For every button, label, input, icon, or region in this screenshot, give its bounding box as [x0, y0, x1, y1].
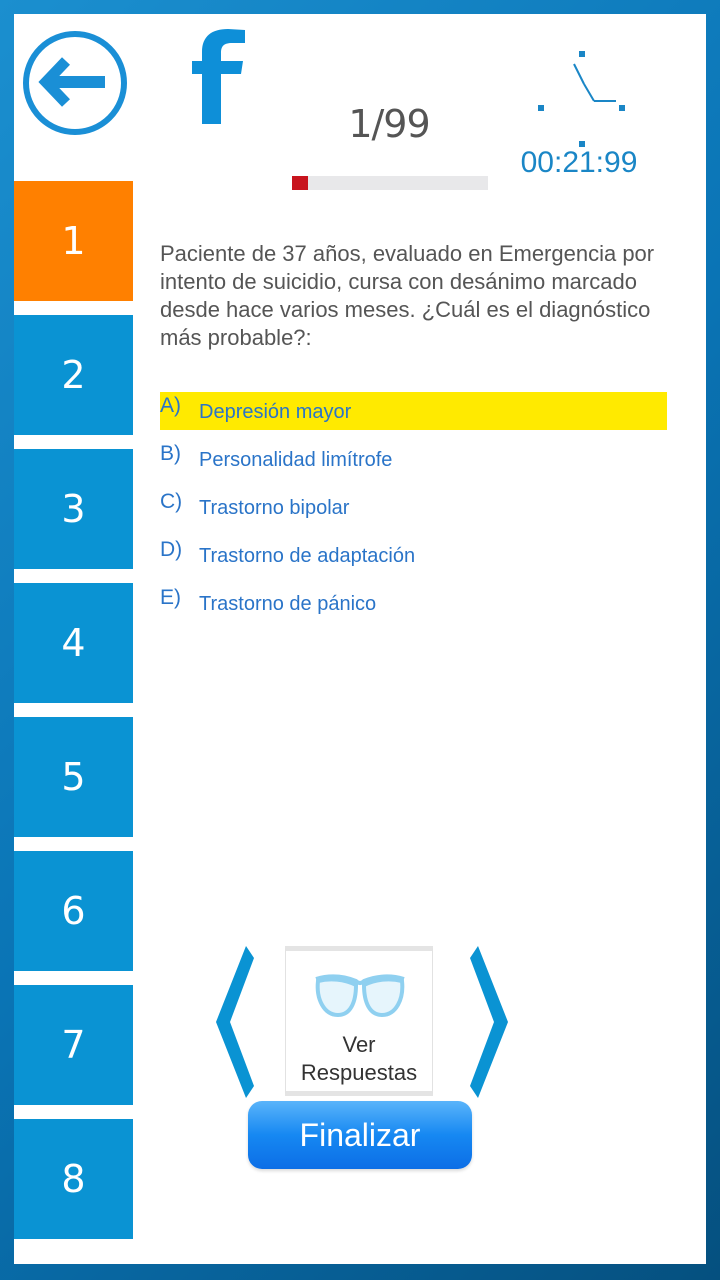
question-nav-item-2[interactable] — [14, 315, 133, 435]
next-question-button[interactable] — [468, 944, 510, 1100]
question-nav-label: 2 — [61, 353, 86, 397]
question-nav-label: 7 — [61, 1023, 86, 1067]
option-text: Personalidad limítrofe — [199, 449, 393, 471]
glasses-icon — [312, 973, 408, 1021]
option-d[interactable] — [160, 536, 667, 574]
question-nav-label: 1 — [61, 219, 86, 263]
question-sidebar — [14, 181, 133, 1201]
chevron-left-icon — [214, 944, 256, 1100]
chevron-right-icon — [468, 944, 510, 1100]
option-letter: C) — [160, 490, 183, 513]
option-text: Depresión mayor — [199, 401, 352, 423]
view-answers-label: Ver Respuestas — [300, 1032, 418, 1085]
question-nav-item-1[interactable] — [14, 181, 133, 301]
progress-fill — [292, 176, 308, 190]
option-e[interactable] — [160, 584, 667, 622]
question-nav-label: 3 — [61, 487, 86, 531]
question-text: Paciente de 37 años, evaluado en Emergencia por intento de suicidio, cursa con desánimo marcado desde hace varios meses. ¿Cuál es el diagnóstico más probable?: — [160, 241, 655, 350]
progress-bar — [292, 176, 488, 190]
question-nav-item-6[interactable] — [14, 851, 133, 971]
clock-icon — [532, 46, 632, 146]
question-counter: 1/99 — [348, 102, 430, 146]
clock — [532, 46, 632, 146]
option-letter: B) — [160, 442, 181, 465]
question-nav-label: 8 — [61, 1157, 86, 1201]
question-nav-item-5[interactable] — [14, 717, 133, 837]
back-arrow-icon — [22, 30, 128, 136]
question-nav-label: 5 — [61, 755, 86, 799]
option-letter: D) — [160, 538, 183, 561]
back-button[interactable] — [22, 30, 128, 136]
option-letter: A) — [160, 394, 181, 417]
option-a[interactable] — [160, 392, 667, 430]
question-nav-item-3[interactable] — [14, 449, 133, 569]
finish-button[interactable]: Finalizar — [248, 1101, 472, 1169]
question-nav-label: 6 — [61, 889, 86, 933]
option-text: Trastorno de adaptación — [199, 545, 416, 567]
facebook-share-button[interactable] — [190, 28, 250, 128]
answer-options — [160, 392, 667, 632]
facebook-icon — [190, 28, 250, 128]
view-answers-button[interactable] — [285, 946, 433, 1096]
previous-question-button[interactable] — [214, 944, 256, 1100]
question-nav-item-7[interactable] — [14, 985, 133, 1105]
option-c[interactable] — [160, 488, 667, 526]
screen — [14, 14, 706, 1264]
question-nav-label: 4 — [61, 621, 86, 665]
question-nav-item-4[interactable] — [14, 583, 133, 703]
option-text: Trastorno de pánico — [199, 593, 377, 615]
option-b[interactable] — [160, 440, 667, 478]
question-nav-item-8[interactable] — [14, 1119, 133, 1239]
option-letter: E) — [160, 586, 181, 609]
option-text: Trastorno bipolar — [199, 497, 350, 519]
timer-display: 00:21:99 — [520, 146, 638, 179]
